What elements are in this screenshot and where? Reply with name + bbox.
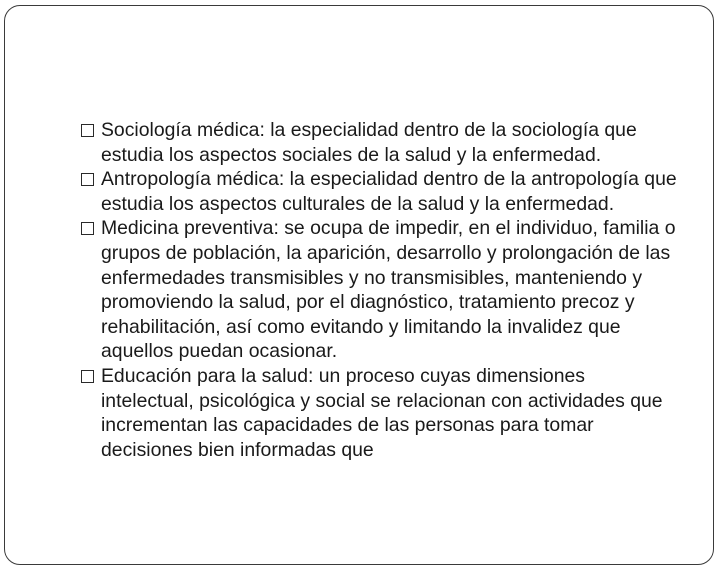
list-item-text: Educación para la salud: un proceso cuyas dimensiones intelectual, psicológica y social se relacionan con actividades que incrementan las capacidades de las personas para tomar decisiones bien informadas que: [101, 364, 663, 461]
list-item: [81, 167, 681, 216]
list-item-text: Medicina preventiva: se ocupa de impedir, en el individuo, familia o grupos de población, la aparición, desarrollo y prolongación de las enfermedades transmisibles y no transmisibles, manteniendo y promoviendo la salud, por el diagnóstico, tratamiento precoz y rehabilitación, así como evitando y limitando la invalidez que aquellos puedan ocasionar.: [101, 217, 676, 363]
definition-list: [81, 118, 681, 462]
square-bullet-icon: [81, 370, 94, 383]
square-bullet-icon: [81, 173, 94, 186]
square-bullet-icon: [81, 222, 94, 235]
list-item: [81, 118, 681, 167]
list-item: [81, 216, 681, 364]
list-item-text: Sociología médica: la especialidad dentro de la sociología que estudia los aspectos sociales de la salud y la enfermedad.: [101, 119, 637, 166]
list-item: [81, 364, 681, 462]
list-item-text: Antropología médica: la especialidad dentro de la antropología que estudia los aspectos culturales de la salud y la enfermedad.: [101, 168, 677, 215]
square-bullet-icon: [81, 124, 94, 137]
